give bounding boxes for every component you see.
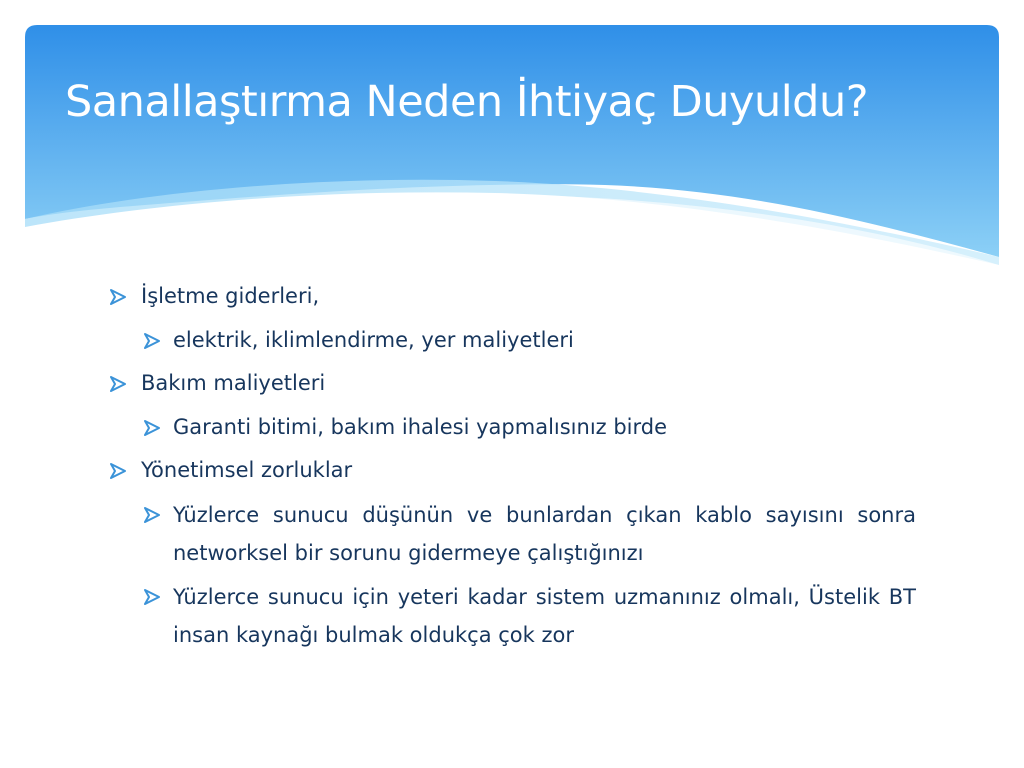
bullet-text: İşletme giderleri, xyxy=(141,284,320,308)
bullet-text: Bakım maliyetleri xyxy=(141,371,326,395)
bullet-item xyxy=(108,452,916,490)
sub-bullet-item xyxy=(142,322,916,360)
bullet-text: Yönetimsel zorluklar xyxy=(141,458,353,482)
arrow-bullet-icon xyxy=(142,419,163,437)
bullet-item xyxy=(108,278,916,316)
banner-wave-background xyxy=(25,25,999,275)
bullet-text: Garanti bitimi, bakım ihalesi yapmalısınız birde xyxy=(173,414,668,439)
arrow-bullet-icon xyxy=(142,332,163,350)
arrow-bullet-icon xyxy=(142,506,163,524)
title-banner xyxy=(25,25,999,275)
bullet-item xyxy=(108,365,916,403)
slide-title: Sanallaştırma Neden İhtiyaç Duyuldu? xyxy=(65,77,869,127)
bullet-text: Yüzlerce sunucu düşünün ve bunlardan çıkan kablo sayısını sonra networksel bir sorunu gidermeye çalıştığınızı xyxy=(173,502,916,565)
bullet-text: Yüzlerce sunucu için yeteri kadar sistem uzmanınız olmalı, Üstelik BT insan kaynağı bulmak oldukça çok zor xyxy=(173,584,916,647)
sub-bullet-item xyxy=(142,496,916,572)
bullet-list xyxy=(108,278,916,660)
sub-bullet-item xyxy=(142,578,916,654)
bullet-text: elektrik, iklimlendirme, yer maliyetleri xyxy=(173,327,574,352)
arrow-bullet-icon xyxy=(108,375,129,393)
arrow-bullet-icon xyxy=(142,588,163,606)
arrow-bullet-icon xyxy=(108,462,129,480)
arrow-bullet-icon xyxy=(108,288,129,306)
sub-bullet-item xyxy=(142,409,916,447)
